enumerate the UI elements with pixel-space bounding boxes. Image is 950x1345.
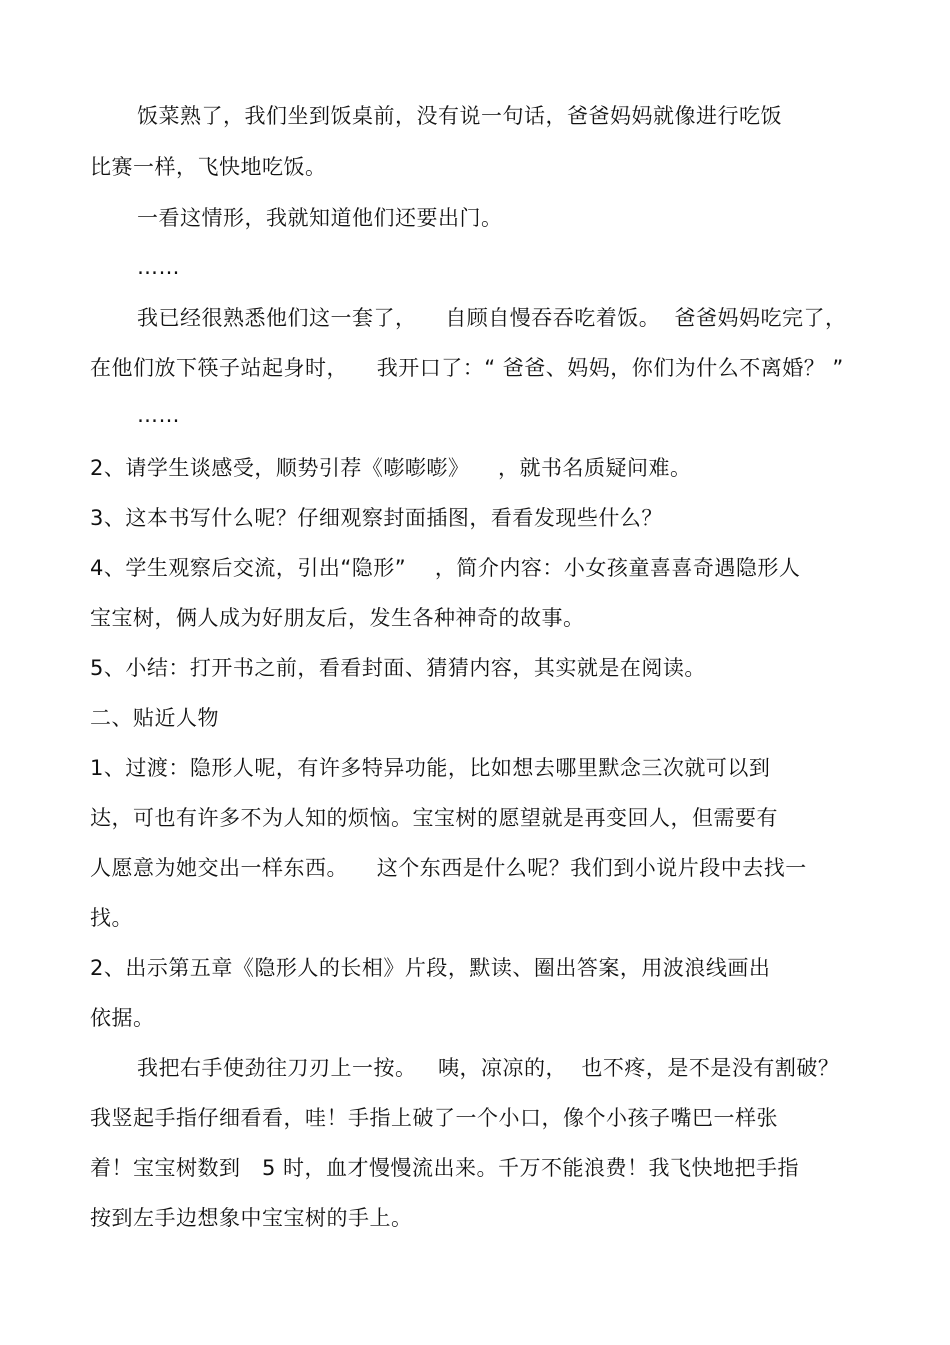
section2-step-1-line-cont: 人愿意为她交出一样东西。 这个东西是什么呢？我们到小说片段中去找一 (90, 856, 807, 880)
section2-step-1-line: 1、过渡：隐形人呢，有许多特异功能，比如想去哪里默念三次就可以到 (90, 756, 771, 780)
story-line-1: 饭菜熟了，我们坐到饭桌前，没有说一句话，爸爸妈妈就像进行吃饭 (137, 104, 782, 128)
excerpt-line: 我竖起手指仔细看看，哇！手指上破了一个小口，像个小孩子嘴巴一样张 (90, 1106, 778, 1130)
story-line-2: 比赛一样，飞快地吃饭。 (90, 155, 327, 179)
story-line-5: 在他们放下筷子站起身时， 我开口了：“ 爸爸、妈妈，你们为什么不离婚？ ” (90, 356, 844, 380)
section2-step-1-line-cont: 找。 (90, 906, 133, 930)
ellipsis-line: …… (137, 403, 180, 427)
step-4-line: 4、学生观察后交流，引出“隐形” ，简介内容：小女孩童喜喜奇遇隐形人 (90, 556, 801, 580)
excerpt-line: 着！宝宝树数到 5 时，血才慢慢流出来。千万不能浪费！我飞快地把手指 (90, 1156, 800, 1180)
section2-step-1-line-cont: 达，可也有许多不为人知的烦恼。宝宝树的愿望就是再变回人，但需要有 (90, 806, 778, 830)
excerpt-line: 按到左手边想象中宝宝树的手上。 (90, 1206, 413, 1230)
step-5-line: 5、小结：打开书之前，看看封面、猜猜内容，其实就是在阅读。 (90, 656, 706, 680)
section2-step-2-line-cont: 依据。 (90, 1006, 155, 1030)
step-2-line: 2、请学生谈感受，顺势引荐《嘭嘭嘭》 ，就书名质疑问难。 (90, 456, 692, 480)
step-3-line: 3、这本书写什么呢？仔细观察封面插图，看看发现些什么？ (90, 506, 663, 530)
excerpt-line: 我把右手使劲往刀刃上一按。 咦，凉凉的， 也不疼，是不是没有割破？ (137, 1056, 840, 1080)
story-line-4: 我已经很熟悉他们这一套了， 自顾自慢吞吞吃着饭。 爸爸妈妈吃完了， (137, 306, 847, 330)
story-line-3: 一看这情形，我就知道他们还要出门。 (137, 206, 503, 230)
section-heading: 二、贴近人物 (90, 706, 219, 730)
step-4-line-cont: 宝宝树，俩人成为好朋友后，发生各种神奇的故事。 (90, 606, 585, 630)
section2-step-2-line: 2、出示第五章《隐形人的长相》片段，默读、圈出答案，用波浪线画出 (90, 956, 771, 980)
ellipsis-line: …… (137, 255, 180, 279)
